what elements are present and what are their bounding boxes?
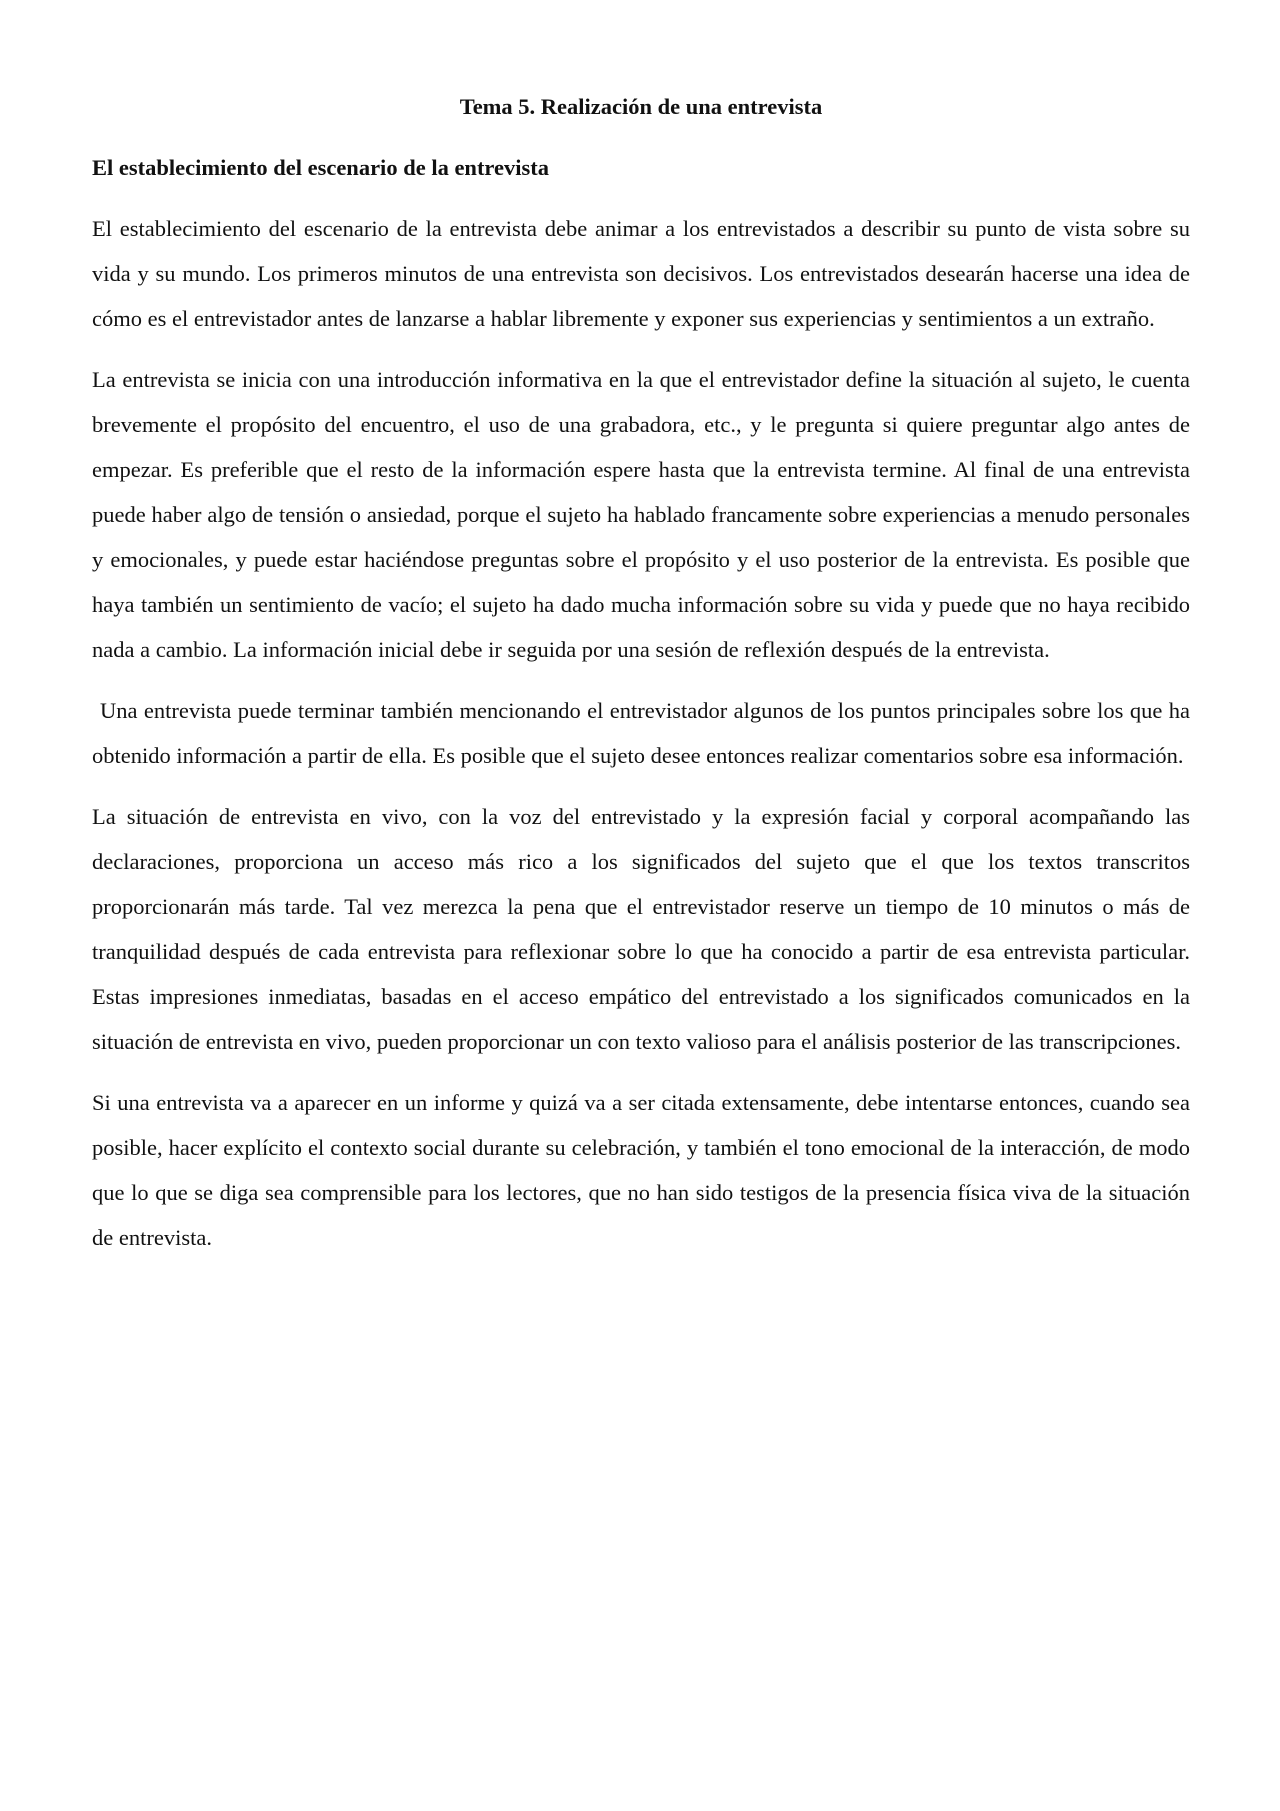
paragraph-2: La entrevista se inicia con una introducción informativa en la que el entrevistador define la situación al sujeto, le cuenta brevemente el propósito del encuentro, el uso de una grabadora, etc., y le pregunta si quiere preguntar algo antes de empezar. Es preferible que el resto de la información espere hasta que la entrevista termine. Al final de una entrevista puede haber algo de tensión o ansiedad, porque el sujeto ha hablado francamente sobre experiencias a menudo personales y emocionales, y puede estar haciéndose preguntas sobre el propósito y el uso posterior de la entrevista. Es posible que haya también un sentimiento de vacío; el sujeto ha dado mucha información sobre su vida y puede que no haya recibido nada a cambio. La información inicial debe ir seguida por una sesión de reflexión después de la entrevista. — [92, 367, 1190, 662]
document-page — [92, 84, 1190, 1276]
paragraph-3: Una entrevista puede terminar también mencionando el entrevistador algunos de los puntos principales sobre los que ha obtenido información a partir de ella. Es posible que el sujeto desee entonces realizar comentarios sobre esa información. — [92, 698, 1190, 768]
section-heading: El establecimiento del escenario de la entrevista — [92, 155, 549, 180]
document-title: Tema 5. Realización de una entrevista — [459, 94, 823, 119]
paragraph-4: La situación de entrevista en vivo, con la voz del entrevistado y la expresión facial y corporal acompañando las declaraciones, proporciona un acceso más rico a los significados del sujeto que el que los textos transcritos proporcionarán más tarde. Tal vez merezca la pena que el entrevistador reserve un tiempo de 10 minutos o más de tranquilidad después de cada entrevista para reflexionar sobre lo que ha conocido a partir de esa entrevista particular. Estas impresiones inmediatas, basadas en el acceso empático del entrevistado a los significados comunicados en la situación de entrevista en vivo, pueden proporcionar un con texto valioso para el análisis posterior de las transcripciones. — [92, 804, 1190, 1054]
paragraph-5: Si una entrevista va a aparecer en un informe y quizá va a ser citada extensamente, debe intentarse entonces, cuando sea posible, hacer explícito el contexto social durante su celebración, y también el tono emocional de la interacción, de modo que lo que se diga sea comprensible para los lectores, que no han sido testigos de la presencia física viva de la situación de entrevista. — [92, 1090, 1190, 1250]
paragraph-1: El establecimiento del escenario de la entrevista debe animar a los entrevistados a describir su punto de vista sobre su vida y su mundo. Los primeros minutos de una entrevista son decisivos. Los entrevistados desearán hacerse una idea de cómo es el entrevistador antes de lanzarse a hablar libremente y exponer sus experiencias y sentimientos a un extraño. — [92, 216, 1190, 331]
